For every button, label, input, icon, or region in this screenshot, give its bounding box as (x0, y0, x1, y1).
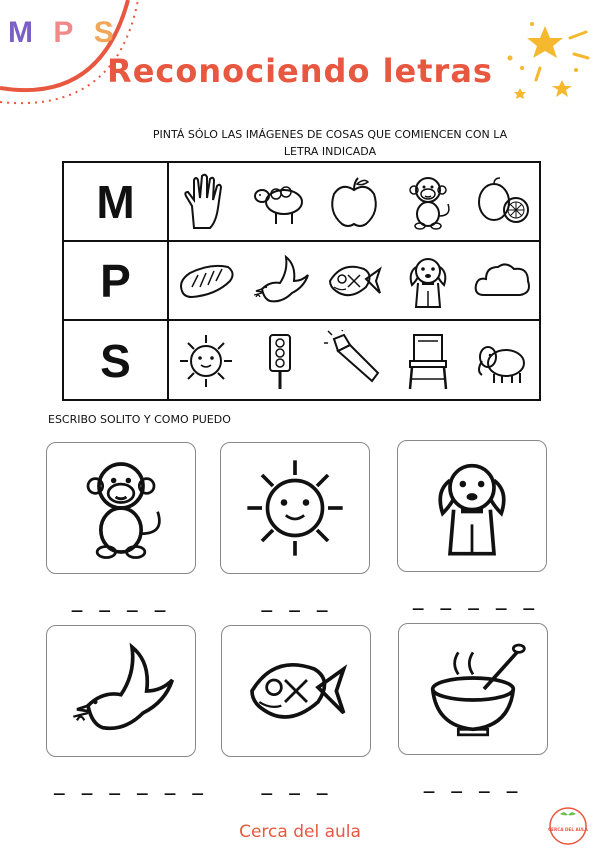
footer-brand: Cerca del aula (239, 822, 361, 842)
row-letter: P (64, 242, 169, 319)
dog-icon (417, 451, 527, 561)
hand-icon[interactable] (176, 171, 236, 233)
word-card-fish (221, 625, 371, 757)
page-title: Reconociendo letras (107, 52, 493, 90)
mps-logo (8, 16, 120, 50)
fish-icon[interactable] (324, 250, 384, 312)
sheep-icon[interactable] (250, 171, 310, 233)
answer-blanks[interactable]: _ _ _ _ (423, 773, 521, 794)
word-card-dog (397, 440, 547, 572)
table-row (64, 321, 539, 400)
logo-letter-p: P (53, 16, 80, 49)
table-row (64, 163, 539, 242)
logo-letter-s: S (93, 16, 120, 49)
word-card-sun (220, 442, 370, 574)
cloud-icon[interactable] (472, 250, 532, 312)
elephant-icon[interactable] (472, 330, 532, 392)
row-letter: M (64, 163, 169, 240)
fish-icon (241, 636, 351, 746)
dog-icon[interactable] (398, 250, 458, 312)
answer-blanks[interactable]: _ _ _ (261, 592, 331, 613)
monkey-icon (66, 453, 176, 563)
flashlight-icon[interactable] (324, 330, 384, 392)
lemon-icon[interactable] (472, 171, 532, 233)
word-card-dove (46, 625, 196, 757)
instructions-line-1: PINTÁ SÓLO LAS IMÁGENES DE COSAS QUE COMIENCEN CON LA (152, 128, 508, 141)
sun-icon (240, 453, 350, 563)
dove-icon (66, 636, 176, 746)
answer-blanks[interactable]: _ _ _ _ _ (412, 590, 538, 611)
table-row (64, 242, 539, 321)
stars-icon (500, 18, 590, 108)
section-heading: ESCRIBO SOLITO Y COMO PUEDO (48, 413, 231, 426)
brand-badge-icon (548, 806, 588, 846)
word-card-soup (398, 623, 548, 755)
sun-icon[interactable] (176, 330, 236, 392)
apple-icon[interactable] (324, 171, 384, 233)
bread-icon[interactable] (176, 250, 236, 312)
monkey-icon[interactable] (398, 171, 458, 233)
answer-blanks[interactable]: _ _ _ _ _ _ (53, 775, 207, 796)
dove-icon[interactable] (250, 250, 310, 312)
answer-blanks[interactable]: _ _ _ _ (71, 592, 169, 613)
word-card-monkey (46, 442, 196, 574)
chair-icon[interactable] (398, 330, 458, 392)
traffic-light-icon[interactable] (250, 330, 310, 392)
soup-bowl-icon (418, 634, 528, 744)
instructions (130, 126, 530, 160)
instructions-line-2: LETRA INDICADA (283, 145, 377, 158)
badge-text: CERCA DEL AULA (548, 827, 588, 832)
row-letter: S (64, 321, 169, 400)
answer-blanks[interactable]: _ _ _ (261, 775, 331, 796)
letter-image-table (62, 161, 541, 401)
logo-letter-m: M (8, 16, 39, 49)
